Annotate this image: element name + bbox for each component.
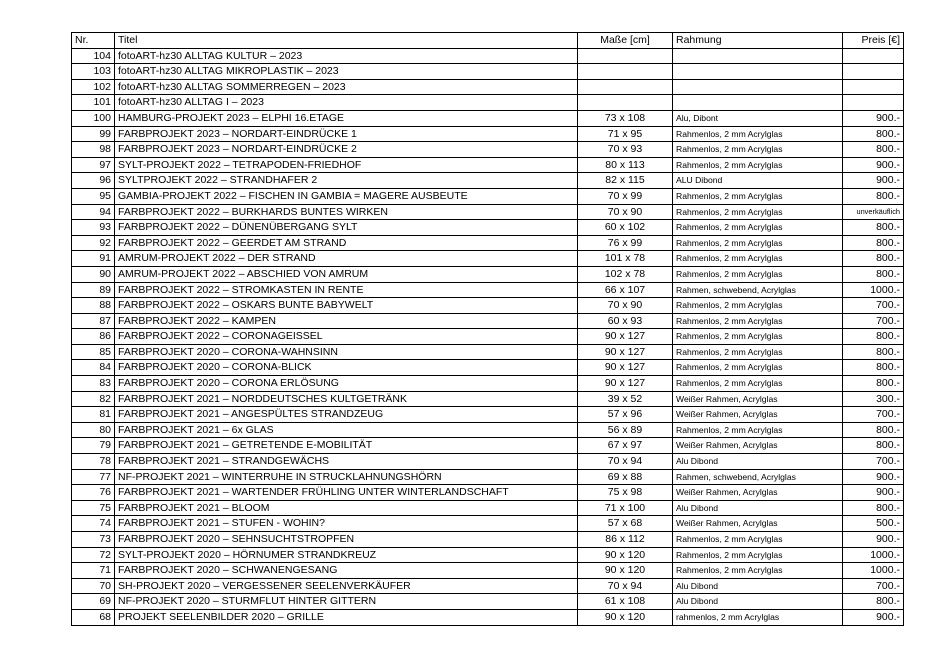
cell-nr: 87 (72, 313, 115, 329)
cell-preis: 500.- (843, 516, 904, 532)
cell-rahmung: Alu Dibond (673, 454, 843, 470)
cell-preis: 700.- (843, 407, 904, 423)
cell-masse: 75 x 98 (578, 485, 673, 501)
cell-rahmung: Rahmenlos, 2 mm Acrylglas (673, 157, 843, 173)
cell-masse: 70 x 90 (578, 298, 673, 314)
header-preis: Preis [€] (843, 33, 904, 49)
cell-rahmung: Rahmenlos, 2 mm Acrylglas (673, 266, 843, 282)
cell-nr: 97 (72, 157, 115, 173)
cell-preis: 800.- (843, 329, 904, 345)
cell-rahmung: Rahmenlos, 2 mm Acrylglas (673, 547, 843, 563)
table-row (72, 282, 904, 298)
cell-preis: 800.- (843, 360, 904, 376)
table-row (72, 204, 904, 220)
cell-rahmung: Rahmenlos, 2 mm Acrylglas (673, 563, 843, 579)
cell-titel: fotoART-hz30 ALLTAG I – 2023 (115, 95, 578, 111)
table-row (72, 609, 904, 625)
cell-nr: 69 (72, 594, 115, 610)
cell-nr: 72 (72, 547, 115, 563)
cell-nr: 92 (72, 235, 115, 251)
cell-titel: GAMBIA-PROJEKT 2022 – FISCHEN IN GAMBIA = MAGERE AUSBEUTE (115, 188, 578, 204)
cell-preis: 800.- (843, 142, 904, 158)
cell-nr: 98 (72, 142, 115, 158)
cell-titel: FARBPROJEKT 2022 – GEERDET AM STRAND (115, 235, 578, 251)
cell-masse: 71 x 95 (578, 126, 673, 142)
table-row (72, 547, 904, 563)
cell-masse: 86 x 112 (578, 532, 673, 548)
cell-rahmung: Rahmenlos, 2 mm Acrylglas (673, 313, 843, 329)
cell-preis (843, 64, 904, 80)
cell-preis: 800.- (843, 235, 904, 251)
cell-masse: 76 x 99 (578, 235, 673, 251)
table-row (72, 235, 904, 251)
cell-titel: fotoART-hz30 ALLTAG MIKROPLASTIK – 2023 (115, 64, 578, 80)
cell-rahmung: Rahmen, schwebend, Acrylglas (673, 282, 843, 298)
cell-rahmung: Alu, Dibont (673, 110, 843, 126)
cell-nr: 101 (72, 95, 115, 111)
cell-titel: SYLT-PROJEKT 2022 – TETRAPODEN-FRIEDHOF (115, 157, 578, 173)
cell-nr: 85 (72, 344, 115, 360)
cell-masse: 80 x 113 (578, 157, 673, 173)
cell-preis: 800.- (843, 126, 904, 142)
cell-masse: 70 x 99 (578, 188, 673, 204)
cell-masse: 90 x 120 (578, 563, 673, 579)
cell-rahmung: Rahmen, schwebend, Acrylglas (673, 469, 843, 485)
cell-masse: 67 x 97 (578, 438, 673, 454)
cell-masse: 70 x 90 (578, 204, 673, 220)
cell-nr: 96 (72, 173, 115, 189)
cell-nr: 88 (72, 298, 115, 314)
table-body (72, 48, 904, 625)
cell-nr: 70 (72, 578, 115, 594)
cell-rahmung: Alu Dibond (673, 500, 843, 516)
header-rahmung: Rahmung (673, 33, 843, 49)
cell-nr: 104 (72, 48, 115, 64)
table-row (72, 329, 904, 345)
cell-masse: 73 x 108 (578, 110, 673, 126)
table-row (72, 500, 904, 516)
cell-masse: 69 x 88 (578, 469, 673, 485)
cell-titel: FARBPROJEKT 2020 – SEHNSUCHTSTROPFEN (115, 532, 578, 548)
cell-rahmung: Rahmenlos, 2 mm Acrylglas (673, 251, 843, 267)
cell-preis: 900.- (843, 485, 904, 501)
table-row (72, 563, 904, 579)
cell-rahmung: Rahmenlos, 2 mm Acrylglas (673, 422, 843, 438)
cell-rahmung (673, 79, 843, 95)
table-row (72, 142, 904, 158)
cell-preis: 900.- (843, 173, 904, 189)
cell-titel: FARBPROJEKT 2022 – BURKHARDS BUNTES WIRKEN (115, 204, 578, 220)
table-row (72, 266, 904, 282)
cell-preis (843, 79, 904, 95)
cell-nr: 100 (72, 110, 115, 126)
cell-titel: FARBPROJEKT 2020 – CORONA-BLICK (115, 360, 578, 376)
cell-preis: 800.- (843, 376, 904, 392)
cell-rahmung: Rahmenlos, 2 mm Acrylglas (673, 188, 843, 204)
cell-masse: 57 x 68 (578, 516, 673, 532)
cell-preis: 800.- (843, 266, 904, 282)
cell-masse: 82 x 115 (578, 173, 673, 189)
cell-titel: FARBPROJEKT 2021 – BLOOM (115, 500, 578, 516)
cell-titel: FARBPROJEKT 2023 – NORDART-EINDRÜCKE 2 (115, 142, 578, 158)
cell-nr: 73 (72, 532, 115, 548)
cell-titel: FARBPROJEKT 2020 – SCHWANENGESANG (115, 563, 578, 579)
cell-rahmung: Alu Dibond (673, 594, 843, 610)
cell-rahmung: Weißer Rahmen, Acrylglas (673, 516, 843, 532)
cell-titel: SYLT-PROJEKT 2020 – HÖRNUMER STRANDKREUZ (115, 547, 578, 563)
table-row (72, 454, 904, 470)
cell-masse (578, 95, 673, 111)
table-row (72, 110, 904, 126)
cell-masse: 71 x 100 (578, 500, 673, 516)
cell-titel: FARBPROJEKT 2022 – DÜNENÜBERGANG SYLT (115, 220, 578, 236)
cell-rahmung: Rahmenlos, 2 mm Acrylglas (673, 344, 843, 360)
cell-titel: fotoART-hz30 ALLTAG KULTUR – 2023 (115, 48, 578, 64)
cell-masse: 57 x 96 (578, 407, 673, 423)
cell-masse: 56 x 89 (578, 422, 673, 438)
cell-titel: FARBPROJEKT 2021 – ANGESPÜLTES STRANDZEUG (115, 407, 578, 423)
cell-preis: 800.- (843, 438, 904, 454)
cell-nr: 89 (72, 282, 115, 298)
table-row (72, 126, 904, 142)
table-row (72, 485, 904, 501)
table-row (72, 188, 904, 204)
cell-masse: 90 x 120 (578, 609, 673, 625)
cell-masse: 61 x 108 (578, 594, 673, 610)
cell-masse: 60 x 102 (578, 220, 673, 236)
cell-nr: 82 (72, 391, 115, 407)
cell-preis: 800.- (843, 500, 904, 516)
cell-masse (578, 64, 673, 80)
cell-titel: FARBPROJEKT 2021 – STRANDGEWÄCHS (115, 454, 578, 470)
cell-titel: FARBPROJEKT 2021 – STUFEN - WOHIN? (115, 516, 578, 532)
table-row (72, 532, 904, 548)
cell-preis: 800.- (843, 220, 904, 236)
cell-masse: 70 x 94 (578, 578, 673, 594)
cell-rahmung: Alu Dibond (673, 578, 843, 594)
cell-titel: FARBPROJEKT 2022 – OSKARS BUNTE BABYWELT (115, 298, 578, 314)
table-row (72, 578, 904, 594)
cell-nr: 102 (72, 79, 115, 95)
table-row (72, 344, 904, 360)
cell-preis: 800.- (843, 594, 904, 610)
cell-nr: 91 (72, 251, 115, 267)
table-row (72, 95, 904, 111)
cell-masse: 90 x 127 (578, 344, 673, 360)
table-row (72, 251, 904, 267)
cell-rahmung: Rahmenlos, 2 mm Acrylglas (673, 142, 843, 158)
cell-nr: 79 (72, 438, 115, 454)
cell-preis: unverkäuflich (843, 204, 904, 220)
cell-preis: 800.- (843, 188, 904, 204)
cell-masse: 90 x 127 (578, 360, 673, 376)
table-row (72, 48, 904, 64)
cell-titel: PROJEKT SEELENBILDER 2020 – GRILLE (115, 609, 578, 625)
table-header-row (72, 33, 904, 49)
cell-rahmung: Rahmenlos, 2 mm Acrylglas (673, 376, 843, 392)
cell-preis: 900.- (843, 110, 904, 126)
table-row (72, 313, 904, 329)
cell-rahmung: Rahmenlos, 2 mm Acrylglas (673, 204, 843, 220)
table-row (72, 64, 904, 80)
table-row (72, 376, 904, 392)
cell-nr: 93 (72, 220, 115, 236)
table-row (72, 391, 904, 407)
table-row (72, 422, 904, 438)
cell-masse: 66 x 107 (578, 282, 673, 298)
cell-nr: 99 (72, 126, 115, 142)
cell-preis: 800.- (843, 344, 904, 360)
cell-titel: FARBPROJEKT 2021 – GETRETENDE E-MOBILITÄT (115, 438, 578, 454)
cell-masse: 102 x 78 (578, 266, 673, 282)
cell-preis: 1000.- (843, 563, 904, 579)
cell-preis: 900.- (843, 532, 904, 548)
table-row (72, 438, 904, 454)
cell-rahmung (673, 95, 843, 111)
cell-preis: 300.- (843, 391, 904, 407)
cell-nr: 77 (72, 469, 115, 485)
cell-nr: 83 (72, 376, 115, 392)
cell-rahmung: ALU Dibond (673, 173, 843, 189)
cell-rahmung: Rahmenlos, 2 mm Acrylglas (673, 329, 843, 345)
header-masse: Maße [cm] (578, 33, 673, 49)
cell-masse: 90 x 127 (578, 376, 673, 392)
cell-titel: HAMBURG-PROJEKT 2023 – ELPHI 16.ETAGE (115, 110, 578, 126)
table-row (72, 79, 904, 95)
cell-rahmung: Rahmenlos, 2 mm Acrylglas (673, 235, 843, 251)
cell-titel: FARBPROJEKT 2022 – KAMPEN (115, 313, 578, 329)
cell-preis: 900.- (843, 469, 904, 485)
cell-rahmung: rahmenlos, 2 mm Acrylglas (673, 609, 843, 625)
cell-preis (843, 95, 904, 111)
cell-masse: 101 x 78 (578, 251, 673, 267)
table-row (72, 220, 904, 236)
cell-nr: 81 (72, 407, 115, 423)
cell-titel: SYLTPROJEKT 2022 – STRANDHAFER 2 (115, 173, 578, 189)
table-row (72, 516, 904, 532)
cell-rahmung: Rahmenlos, 2 mm Acrylglas (673, 532, 843, 548)
cell-titel: FARBPROJEKT 2021 – WARTENDER FRÜHLING UNTER WINTERLANDSCHAFT (115, 485, 578, 501)
cell-nr: 80 (72, 422, 115, 438)
cell-rahmung: Weißer Rahmen, Acrylglas (673, 438, 843, 454)
cell-nr: 75 (72, 500, 115, 516)
cell-preis (843, 48, 904, 64)
cell-nr: 90 (72, 266, 115, 282)
cell-preis: 900.- (843, 609, 904, 625)
cell-nr: 68 (72, 609, 115, 625)
cell-masse: 90 x 120 (578, 547, 673, 563)
cell-titel: AMRUM-PROJEKT 2022 – ABSCHIED VON AMRUM (115, 266, 578, 282)
cell-rahmung: Rahmenlos, 2 mm Acrylglas (673, 220, 843, 236)
cell-titel: NF-PROJEKT 2021 – WINTERRUHE IN STRUCKLAHNUNGSHÖRN (115, 469, 578, 485)
cell-rahmung: Weißer Rahmen, Acrylglas (673, 407, 843, 423)
table-row (72, 360, 904, 376)
cell-masse (578, 48, 673, 64)
cell-preis: 1000.- (843, 282, 904, 298)
cell-preis: 700.- (843, 298, 904, 314)
cell-nr: 95 (72, 188, 115, 204)
cell-preis: 700.- (843, 578, 904, 594)
cell-rahmung: Rahmenlos, 2 mm Acrylglas (673, 126, 843, 142)
cell-nr: 71 (72, 563, 115, 579)
cell-preis: 700.- (843, 454, 904, 470)
cell-titel: FARBPROJEKT 2021 – NORDDEUTSCHES KULTGETRÄNK (115, 391, 578, 407)
cell-rahmung (673, 48, 843, 64)
cell-preis: 700.- (843, 313, 904, 329)
cell-masse: 70 x 93 (578, 142, 673, 158)
cell-preis: 1000.- (843, 547, 904, 563)
cell-titel: FARBPROJEKT 2020 – CORONA ERLÖSUNG (115, 376, 578, 392)
table-row (72, 173, 904, 189)
cell-preis: 800.- (843, 251, 904, 267)
cell-titel: FARBPROJEKT 2022 – STROMKASTEN IN RENTE (115, 282, 578, 298)
cell-titel: fotoART-hz30 ALLTAG SOMMERREGEN – 2023 (115, 79, 578, 95)
cell-titel: AMRUM-PROJEKT 2022 – DER STRAND (115, 251, 578, 267)
header-titel: Titel (115, 33, 578, 49)
cell-nr: 86 (72, 329, 115, 345)
cell-rahmung: Rahmenlos, 2 mm Acrylglas (673, 298, 843, 314)
table-row (72, 157, 904, 173)
table-row (72, 407, 904, 423)
table-row (72, 594, 904, 610)
cell-nr: 94 (72, 204, 115, 220)
cell-nr: 84 (72, 360, 115, 376)
cell-nr: 76 (72, 485, 115, 501)
cell-preis: 800.- (843, 422, 904, 438)
cell-nr: 103 (72, 64, 115, 80)
table-row (72, 469, 904, 485)
cell-titel: FARBPROJEKT 2022 – CORONAGEISSEL (115, 329, 578, 345)
cell-masse: 70 x 94 (578, 454, 673, 470)
cell-rahmung: Rahmenlos, 2 mm Acrylglas (673, 360, 843, 376)
cell-titel: FARBPROJEKT 2020 – CORONA-WAHNSINN (115, 344, 578, 360)
cell-titel: NF-PROJEKT 2020 – STURMFLUT HINTER GITTERN (115, 594, 578, 610)
cell-masse (578, 79, 673, 95)
cell-rahmung (673, 64, 843, 80)
header-nr: Nr. (72, 33, 115, 49)
cell-masse: 90 x 127 (578, 329, 673, 345)
price-table (71, 32, 904, 626)
cell-nr: 74 (72, 516, 115, 532)
cell-rahmung: Weißer Rahmen, Acrylglas (673, 485, 843, 501)
cell-preis: 900.- (843, 157, 904, 173)
cell-masse: 39 x 52 (578, 391, 673, 407)
cell-titel: FARBPROJEKT 2023 – NORDART-EINDRÜCKE 1 (115, 126, 578, 142)
cell-rahmung: Weißer Rahmen, Acrylglas (673, 391, 843, 407)
cell-titel: FARBPROJEKT 2021 – 6x GLAS (115, 422, 578, 438)
cell-titel: SH-PROJEKT 2020 – VERGESSENER SEELENVERKÄUFER (115, 578, 578, 594)
table-row (72, 298, 904, 314)
cell-nr: 78 (72, 454, 115, 470)
cell-masse: 60 x 93 (578, 313, 673, 329)
